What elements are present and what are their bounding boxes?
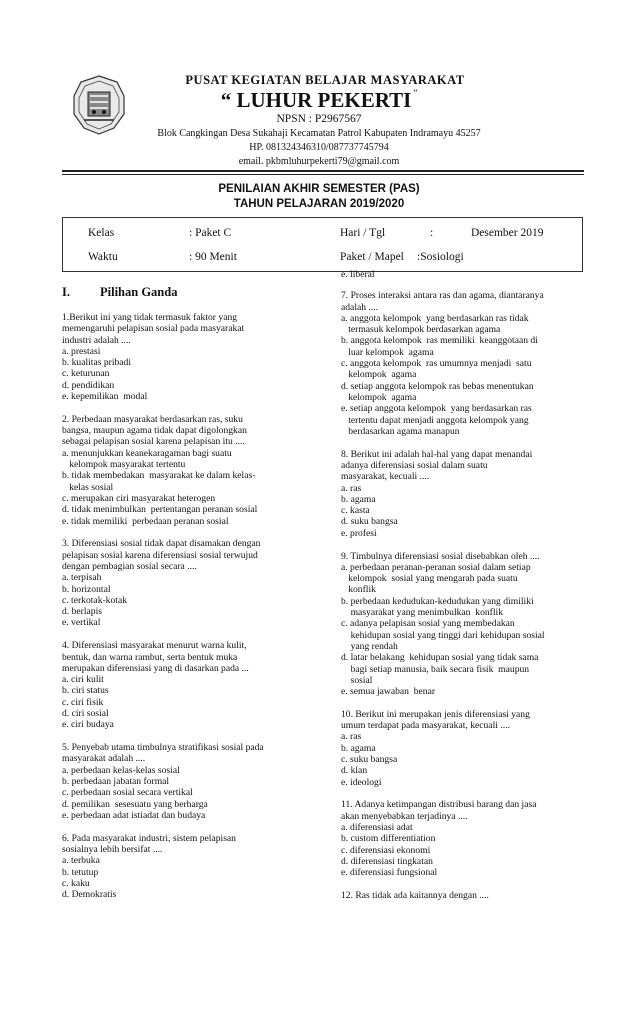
question-text: 3. Diferensiasi sosial tidak dapat disamakan dengan (62, 538, 261, 550)
exam-year: TAHUN PELAJARAN 2019/2020 (233, 198, 405, 210)
date-label: Hari / Tgl (340, 227, 386, 239)
question-block (341, 890, 586, 901)
answer-option: c. perbedaan sosial secara vertikal (62, 787, 193, 799)
answer-option: d. berlapis (62, 606, 102, 618)
question-text: 5. Penyebab utama timbulnya stratifikasi sosial pada (62, 742, 264, 754)
kelas-label: Kelas (88, 227, 115, 239)
answer-option: termasuk kelompok berdasarkan agama (341, 324, 501, 336)
answer-option: berdasarkan agama manapun (341, 425, 460, 437)
waktu-label: Waktu (88, 251, 118, 263)
phone: HP. 081324346310/087737745794 (249, 142, 389, 153)
email: email. pkbmluhurpekerti79@gmail.com (238, 156, 400, 167)
exam-title: PENILAIAN AKHIR SEMESTER (PAS) (218, 183, 420, 195)
answer-option: c. keturunan (62, 368, 110, 380)
institution-name (0, 88, 638, 113)
question-text: 10. Berikut ini merupakan jenis diferensiasi yang (341, 708, 530, 720)
question-block (62, 833, 324, 901)
answer-option: d. klan (341, 765, 368, 777)
answer-option: a. anggota kelompok yang berdasarkan ras tidak (341, 312, 529, 324)
left-column (62, 285, 324, 912)
answer-option: e. profesi (341, 527, 377, 539)
answer-option: kelompok masyarakat tertentu (62, 459, 186, 471)
answer-option: e. ideologi (341, 776, 382, 788)
header-divider (62, 170, 584, 172)
answer-option: a. diferensiasi adat (341, 822, 413, 834)
question-text: 11. Adanya ketimpangan distribusi barang dan jasa (341, 799, 537, 811)
answer-option: d. pemilikan sesesuatu yang berharga (62, 798, 208, 810)
answer-option: a. prestasi (62, 345, 101, 357)
organization-name: PUSAT KEGIATAN BELAJAR MASYARAKAT (185, 73, 465, 87)
question-text: pelapisan sosial karena diferensiasi sosial terwujud (62, 549, 258, 561)
address: Blok Cangkingan Desa Sukahaji Kecamatan Patrol Kabupaten Indramayu 45257 (157, 128, 481, 139)
answer-option: a. ciri kulit (62, 674, 104, 686)
answer-option: luar kelompok agama (341, 346, 434, 358)
question-text: bentuk, dan warna rambut, serta bentuk muka (62, 651, 238, 663)
question-text: 6. Pada masyarakat industri, sistem pelapisan (62, 832, 236, 844)
answer-option: e. ciri budaya (62, 719, 114, 731)
answer-option: e. setiap anggota kelompok yang berdasarkan ras (341, 403, 532, 415)
question-text: 2. Perbedaan masyarakat berdasarkan ras, suku (62, 413, 243, 425)
answer-option: b. kualitas pribadi (62, 357, 132, 369)
question-text: sosialnya lebih bersifat .... (62, 843, 163, 855)
question-text: adalah .... (341, 301, 379, 313)
answer-option: d. Demokratis (62, 889, 117, 901)
answer-option: d. suku bangsa (341, 516, 398, 528)
answer-option: d. setiap anggota kelompok ras bebas menentukan (341, 380, 534, 392)
answer-option: e. tidak memiliki perbedaan peranan sosial (62, 515, 229, 527)
header-divider-thin (62, 174, 584, 175)
answer-option: kelompok agama (341, 391, 417, 403)
question-text: umum terdapat pada masyarakat, kecuali .... (341, 720, 510, 732)
answer-option: b. anggota kelompok ras memiliki keanggotaan di (341, 335, 538, 347)
answer-option: kehidupan sosial yang tinggi dari kehidupan sosial (341, 629, 545, 641)
exam-info-box (62, 217, 583, 272)
answer-option: c. merupakan ciri masyarakat heterogen (62, 492, 216, 504)
answer-option: kelompok agama (341, 369, 417, 381)
question-block (341, 709, 586, 788)
question-text: 7. Proses interaksi antara ras dan agama, diantaranya (341, 290, 544, 302)
answer-option: c. kaku (62, 877, 90, 889)
answer-option: tertentu dapat menjadi anggota kelompok yang (341, 414, 529, 426)
answer-option: a. terpisah (62, 572, 102, 584)
answer-option: b. perbedaan jabatan formal (62, 775, 170, 787)
answer-option: c. suku bangsa (341, 754, 398, 766)
answer-option: e. semua jawaban benar (341, 686, 436, 698)
answer-option: e. vertikal (62, 617, 101, 629)
question-text: adanya diferensiasi sosial dalam suatu (341, 459, 488, 471)
answer-option: c. adanya pelapisan sosial yang membedakan (341, 618, 515, 630)
question-text: sebagai pelapisan sosial karena pelapisan itu .... (62, 436, 245, 448)
answer-option: d. tidak menimbulkan pertentangan peranan sosial (62, 504, 258, 516)
question-block (62, 312, 324, 402)
answer-option: kelas sosial (62, 481, 114, 493)
question-text: akan menyebabkan terjadinya .... (341, 810, 468, 822)
subject-label: Paket / Mapel (340, 251, 404, 263)
question-block (341, 290, 586, 437)
left-question-list (62, 312, 324, 900)
answer-option: d. pendidikan (62, 379, 115, 391)
answer-option: yang rendah (341, 640, 398, 652)
question-block (341, 799, 586, 878)
question-text: 4. Diferensiasi masyarakat menurut warna kulit, (62, 640, 247, 652)
answer-option: e. perbedaan adat istiadat dan budaya (62, 809, 206, 821)
answer-option: a. menunjukkan keanekaragaman bagi suatu (62, 447, 232, 459)
answer-option: a. terbuka (62, 855, 100, 867)
question-text: 1.Berikut ini yang tidak termasuk faktor yang (62, 312, 238, 323)
answer-option: bagi setiap manusia, baik secara fisik maupun (341, 663, 530, 675)
answer-option: c. diferensiasi ekonomi (341, 844, 431, 856)
answer-option: e. kepemilikan modal (62, 391, 148, 403)
answer-option: d. latar belakang kehidupan sosial yang tidak sama (341, 652, 539, 664)
answer-option: e. diferensiasi fungsional (341, 867, 438, 879)
answer-option: b. tidak membedakan masyarakat ke dalam kelas- (62, 470, 256, 482)
question-text: industri adalah .... (62, 334, 131, 346)
question-text: bangsa, maupun agama tidak dapat digolongkan (62, 425, 247, 437)
answer-option: c. anggota kelompok ras umumnya menjadi satu (341, 358, 532, 370)
closing-quote: ” (413, 88, 418, 98)
answer-option: masyarakat yang menimbulkan konflik (341, 607, 503, 619)
kelas-value: : Paket C (189, 227, 232, 239)
question-block (62, 640, 324, 730)
question-block (62, 742, 324, 821)
answer-option: b. agama (341, 493, 376, 505)
question-text: dengan pembagian sosial secara .... (62, 560, 197, 572)
question-text: masyarakat adalah .... (62, 753, 146, 765)
answer-option: sosial (341, 674, 373, 686)
answer-option: b. horizontal (62, 583, 111, 595)
subject-value: :Sosiologi (417, 251, 464, 263)
continued-option: e. liberal (341, 269, 375, 280)
question-text: 8. Berikut ini adalah hal-hal yang dapat menandai (341, 448, 533, 460)
answer-option: a. ras (341, 731, 362, 743)
section-heading (62, 285, 324, 300)
question-text: memengaruhi pelapisan sosial pada masyarakat (62, 323, 245, 335)
question-text: 12. Ras tidak ada kaitannya dengan .... (341, 890, 489, 902)
question-block (62, 538, 324, 628)
answer-option: c. ciri fisik (62, 696, 104, 708)
answer-option: a. perbedaan peranan-peranan sosial dalam setiap (341, 561, 531, 573)
answer-option: d. diferensiasi tingkatan (341, 855, 433, 867)
answer-option: a. perbedaan kelas-kelas sosial (62, 764, 180, 776)
answer-option: konflik (341, 584, 376, 596)
answer-option: c. kasta (341, 505, 370, 517)
answer-option: b. tetutup (62, 866, 99, 878)
question-block (341, 449, 586, 539)
right-column (341, 269, 586, 913)
question-block (62, 414, 324, 527)
waktu-value: : 90 Menit (189, 251, 237, 263)
question-text: masyarakat, kecuali .... (341, 471, 430, 483)
answer-option: b. agama (341, 742, 376, 754)
question-text: 9. Timbulnya diferensiasi sosial disebabkan oleh .... (341, 550, 540, 562)
answer-option: b. ciri status (62, 685, 109, 697)
date-colon: : (430, 227, 434, 239)
question-text: merupakan diferensiasi yang di dasarkan pada ... (62, 662, 249, 674)
question-block (341, 551, 586, 698)
answer-option: kelompok sosial yang mengarah pada suatu (341, 573, 518, 585)
institution-title: “ LUHUR PEKERTI (220, 88, 412, 112)
answer-option: c. terkotak-kotak (62, 594, 127, 606)
npsn: NPSN : P2967567 (276, 113, 362, 125)
answer-option: b. perbedaan kedudukan-kedudukan yang dimiliki (341, 595, 534, 607)
answer-option: d. ciri sosial (62, 708, 109, 719)
answer-option: b. custom differentiation (341, 833, 436, 845)
right-question-list (341, 290, 586, 901)
section-number: I. (62, 285, 70, 299)
section-title: Pilihan Ganda (100, 285, 178, 299)
date-value: Desember 2019 (471, 227, 544, 239)
answer-option: a. ras (341, 482, 362, 494)
